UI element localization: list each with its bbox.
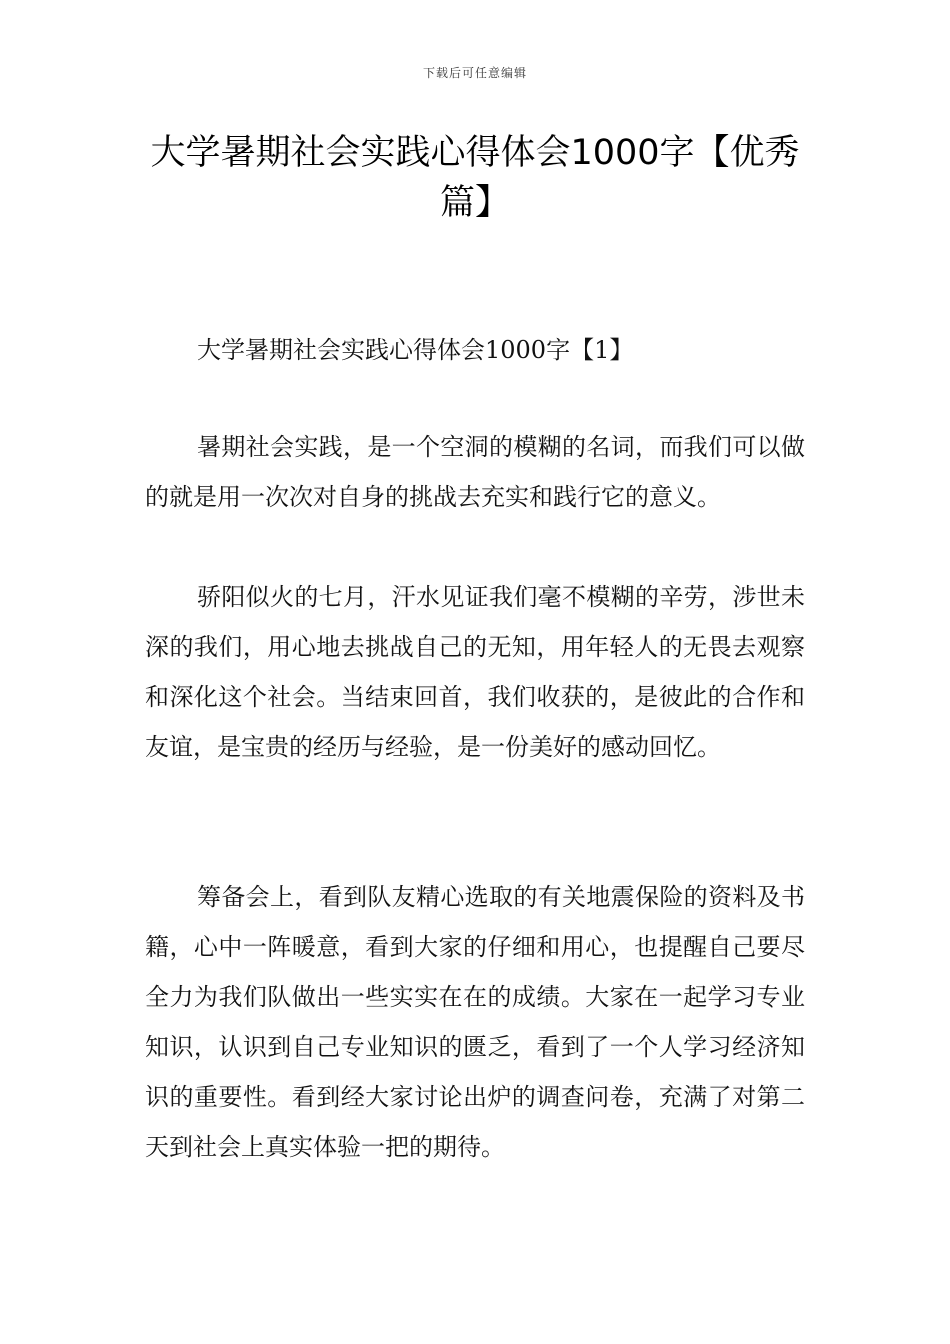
- section-heading: 大学暑期社会实践心得体会1000字【1】: [197, 336, 634, 364]
- header-note: 下载后可任意编辑: [422, 66, 527, 80]
- paragraph-3: 筹备会上，看到队友精心选取的有关地震保险的资料及书籍，心中一阵暖意，看到大家的仔细和用心，也提醒自己要尽全力为我们队做出一些实实在在的成绩。大家在一起学习专业知识，认识到自己专业知识的匮乏，看到了一个人学习经济知识的重要性。看到经大家讨论出炉的调查问卷，充满了对第二天到社会上真实体验一把的期待。: [145, 883, 805, 1161]
- document-title: 大学暑期社会实践心得体会1000字【优秀篇】: [150, 133, 800, 223]
- paragraph-1: 暑期社会实践，是一个空洞的模糊的名词，而我们可以做的就是用一次次对自身的挑战去充实和践行它的意义。: [145, 433, 805, 511]
- paragraph-2: 骄阳似火的七月，汗水见证我们毫不模糊的辛劳，涉世未深的我们，用心地去挑战自己的无知，用年轻人的无畏去观察和深化这个社会。当结束回首，我们收获的，是彼此的合作和友谊，是宝贵的经历与经验，是一份美好的感动回忆。: [145, 583, 805, 761]
